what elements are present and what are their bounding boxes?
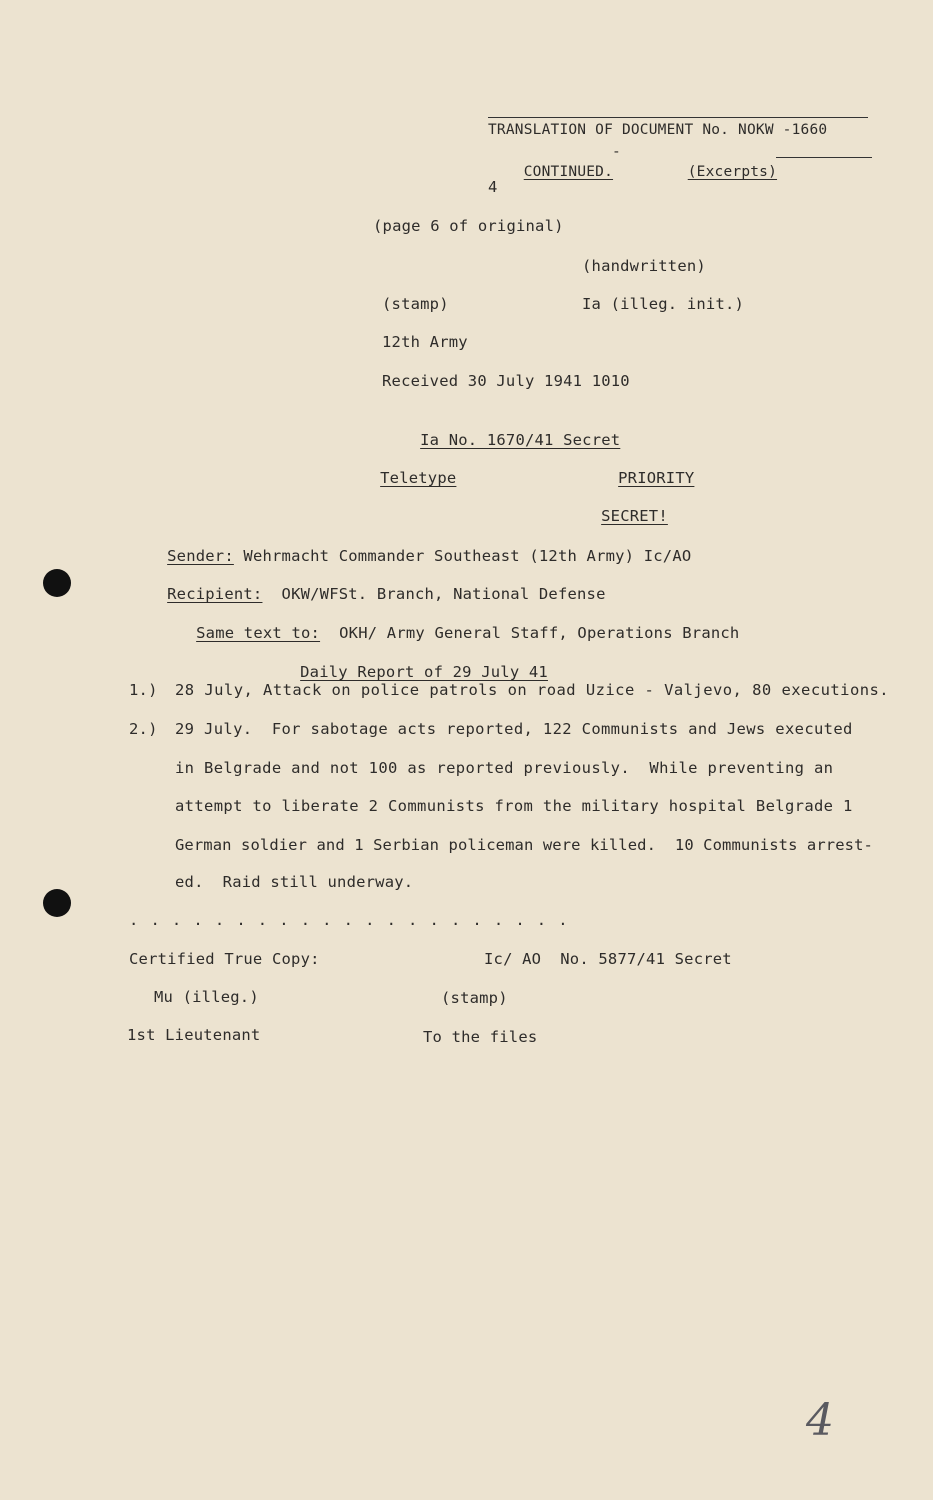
priority-text: PRIORITY — [618, 469, 695, 487]
header-bottom-rule — [776, 157, 872, 158]
army-name: 12th Army — [382, 333, 468, 351]
item-2-number: 2.) — [129, 720, 158, 738]
sender-label: Sender: — [167, 547, 234, 565]
continued-text: CONTINUED. — [523, 164, 614, 180]
continued-dash: - — [612, 144, 621, 160]
continued-label — [488, 142, 613, 202]
translation-title: TRANSLATION OF DOCUMENT No. NOKW -1660 — [488, 122, 828, 138]
signature-name: Mu (illeg.) — [154, 988, 259, 1006]
header-top-rule — [488, 117, 868, 118]
report-heading-text: Daily Report of 29 July 41 — [300, 663, 548, 681]
certified-copy: Certified True Copy: — [129, 950, 320, 968]
separator-dots: . . . . . . . . . . . . . . . . . . . . . — [129, 911, 570, 929]
recipient-value: OKW/WFSt. Branch, National Defense — [262, 585, 606, 603]
stamp-note: (stamp) — [382, 295, 449, 313]
teletype-text: Teletype — [380, 469, 457, 487]
same-text-value: OKH/ Army General Staff, Operations Branch — [320, 624, 740, 642]
secret-text: SECRET! — [601, 507, 668, 525]
item-2-line-1: 29 July. For sabotage acts reported, 122 Communists and Jews executed — [175, 720, 853, 738]
item-2-line-5: ed. Raid still underway. — [175, 873, 414, 891]
sheet-number: 4 — [488, 178, 498, 196]
ic-number: Ic/ AO No. 5877/41 Secret — [484, 950, 732, 968]
sender-value: Wehrmacht Commander Southeast (12th Army) Ic/AO — [233, 547, 692, 565]
ia-number-text: Ia No. 1670/41 Secret — [420, 431, 621, 449]
item-2-line-4: German soldier and 1 Serbian policeman were killed. 10 Communists arrest- — [175, 836, 873, 854]
recipient-label: Recipient: — [167, 585, 263, 603]
item-1-line-1: 28 July, Attack on police patrols on road Uzice - Valjevo, 80 executions. — [175, 681, 890, 699]
same-text-label: Same text to: — [196, 624, 321, 642]
footer-stamp: (stamp) — [441, 989, 508, 1007]
item-2-line-2: in Belgrade and not 100 as reported previously. While preventing an — [175, 759, 834, 777]
teletype-label — [342, 448, 456, 508]
punch-hole-bottom — [43, 889, 71, 917]
page-of-original: (page 6 of original) — [373, 217, 564, 235]
ia-initials: Ia (illeg. init.) — [582, 295, 745, 313]
handwritten-page-number: 4 — [806, 1395, 834, 1446]
excerpts-label — [652, 142, 777, 202]
to-files: To the files — [423, 1028, 538, 1046]
excerpts-text: (Excerpts) — [687, 164, 778, 180]
punch-hole-top — [43, 569, 71, 597]
received-line: Received 30 July 1941 1010 — [382, 372, 630, 390]
item-1-number: 1.) — [129, 681, 158, 699]
item-2-line-3: attempt to liberate 2 Communists from the military hospital Belgrade 1 — [175, 797, 853, 815]
officer-rank: 1st Lieutenant — [127, 1026, 261, 1044]
handwritten-note: (handwritten) — [582, 257, 706, 275]
